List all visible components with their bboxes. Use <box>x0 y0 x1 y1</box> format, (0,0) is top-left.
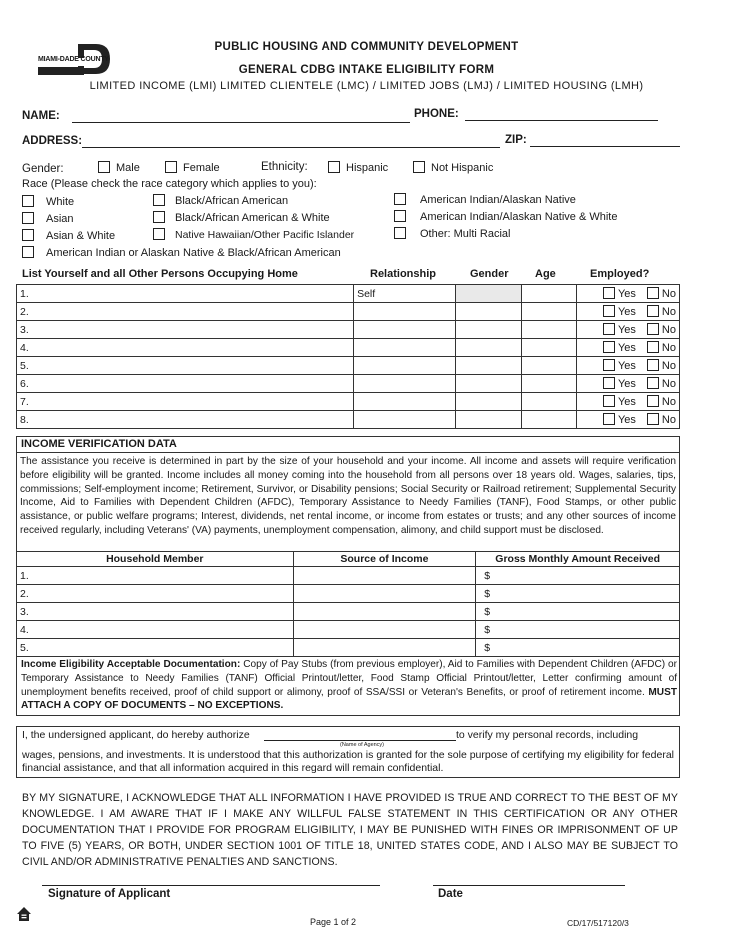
gender-cell[interactable] <box>455 285 522 303</box>
gender-female-label: Female <box>183 162 220 174</box>
checkbox[interactable] <box>22 195 34 207</box>
income-row <box>17 621 680 639</box>
row-number: 4. <box>20 623 29 636</box>
gross-monthly-header: Gross Monthly Amount Received <box>476 552 680 567</box>
race-option-label: Black/African American <box>175 195 289 207</box>
gender-cell[interactable] <box>455 303 522 321</box>
employed-no-label: No <box>661 342 676 354</box>
employed-cell <box>576 411 679 429</box>
currency-symbol: $ <box>484 587 491 600</box>
checkbox[interactable] <box>394 210 406 222</box>
gender-cell[interactable] <box>455 375 522 393</box>
household-member-cell[interactable] <box>17 639 294 657</box>
employed-no-checkbox[interactable] <box>647 287 659 299</box>
row-number: 3. <box>20 605 29 618</box>
checkbox[interactable] <box>22 212 34 224</box>
authorization-part2: to verify my personal records, including <box>456 729 639 741</box>
checkbox[interactable] <box>153 228 165 240</box>
source-of-income-cell[interactable] <box>293 585 476 603</box>
employed-yes-checkbox[interactable] <box>603 413 615 425</box>
age-cell[interactable] <box>522 285 577 303</box>
phone-field[interactable] <box>465 120 658 121</box>
certification-statement: BY MY SIGNATURE, I ACKNOWLEDGE THAT ALL INFORMATION I HAVE PROVIDED IS TRUE AND CORRECT TO THE BEST OF MY KNOWLEDGE. I AM AWARE THAT IF I MAKE ANY WILLFUL FALSE STATEMENT IN THIS CERTIFICATION OR ANY OTHER DOCUMENTATION THAT I PROVIDE FOR PROGRAM ELIGIBILITY, I MAY BE PUNISHED WITH FINES OR IMPRISONMENT OF UP TO FIVE (5) YEARS, OR BOTH, UNDER SECTION 1001 OF TITLE 18, UNITED STATES CODE, AND I ALSO MAY BE SUBJECT TO CIVIL AND/OR ADMINISTRATIVE PENALTIES AND SANCTIONS. <box>22 792 678 868</box>
authorization-part1: I, the undersigned applicant, do hereby authorize <box>22 729 250 741</box>
age-cell[interactable] <box>522 339 577 357</box>
signature-label: Signature of Applicant <box>48 888 171 900</box>
header-line-1: PUBLIC HOUSING AND COMMUNITY DEVELOPMENT <box>214 41 519 53</box>
page-number: Page 1 of 2 <box>310 917 357 927</box>
gross-amount-cell[interactable] <box>476 621 680 639</box>
relationship-cell[interactable] <box>354 285 456 303</box>
race-option-label: White <box>46 196 75 208</box>
gender-male-option[interactable] <box>98 161 140 174</box>
relationship-header: Relationship <box>370 268 437 280</box>
income-row <box>17 585 680 603</box>
race-option-label: Asian & White <box>46 230 116 242</box>
currency-symbol: $ <box>484 569 491 582</box>
relationship-cell[interactable] <box>354 303 456 321</box>
row-number: 2. <box>20 305 29 318</box>
relationship-value: Self <box>357 287 376 300</box>
employed-no-label: No <box>661 396 676 408</box>
relationship-cell[interactable] <box>354 411 456 429</box>
race-white-option[interactable] <box>22 195 74 208</box>
date-label: Date <box>438 888 463 900</box>
employed-yes-label: Yes <box>617 360 636 372</box>
name-label: NAME: <box>22 110 60 122</box>
address-label: ADDRESS: <box>22 135 83 147</box>
gender-header: Gender <box>470 268 509 280</box>
employed-yes-label: Yes <box>617 342 636 354</box>
household-row <box>17 321 680 339</box>
age-cell[interactable] <box>522 357 577 375</box>
employed-no-checkbox[interactable] <box>647 377 659 389</box>
employed-no-label: No <box>661 414 676 426</box>
income-verification-title: INCOME VERIFICATION DATA <box>21 438 177 450</box>
employed-yes-label: Yes <box>617 288 636 300</box>
household-member-header: Household Member <box>17 552 294 567</box>
race-american-indian-option[interactable] <box>394 193 576 206</box>
race-black-white-option[interactable] <box>153 211 330 224</box>
checkbox[interactable] <box>328 161 340 173</box>
documentation-note <box>21 658 677 713</box>
ethnicity-hispanic-label: Hispanic <box>346 162 389 174</box>
form-title: GENERAL CDBG INTAKE ELIGIBILITY FORM <box>238 64 495 76</box>
gross-amount-cell[interactable] <box>476 639 680 657</box>
form-code: CD/17/517120/3 <box>567 918 629 928</box>
gender-cell[interactable] <box>455 321 522 339</box>
checkbox[interactable] <box>165 161 177 173</box>
employed-no-label: No <box>661 306 676 318</box>
employed-no-checkbox[interactable] <box>647 395 659 407</box>
row-number: 2. <box>20 587 29 600</box>
age-cell[interactable] <box>522 303 577 321</box>
employed-yes-checkbox[interactable] <box>603 287 615 299</box>
race-option-label: American Indian/Alaskan Native & White <box>420 211 618 223</box>
documentation-label: Income Eligibility Acceptable Documentation: <box>21 659 241 670</box>
zip-field[interactable] <box>530 146 680 147</box>
race-multi-racial-option[interactable] <box>394 227 510 240</box>
documentation-text: Copy of Pay Stubs (from previous employer), Aid to Families with Dependent Children (AFDC) or Temporary Assistance to Needy Families (TANF) Official Printout/letter, Food Stamp Official Printout/letter, Letter confirming amount of unemployment benefits received, proof of child support or alimony, proof of SSA/SSI or Veteran's Benefits, or proof of retirement income. <box>21 659 677 698</box>
age-header: Age <box>535 268 556 280</box>
equal-housing-icon <box>16 906 32 922</box>
household-name-cell[interactable] <box>17 285 354 303</box>
header-line-3: LIMITED INCOME (LMI) LIMITED CLIENTELE (LMC) / LIMITED JOBS (LMJ) / LIMITED HOUSING (LMH) <box>89 80 644 92</box>
employed-cell <box>576 357 679 375</box>
race-option-label: Other: Multi Racial <box>420 228 511 240</box>
employed-cell <box>576 321 679 339</box>
row-number: 4. <box>20 341 29 354</box>
gender-female-option[interactable] <box>165 161 220 174</box>
relationship-cell[interactable] <box>354 357 456 375</box>
checkbox[interactable] <box>98 161 110 173</box>
source-of-income-cell[interactable] <box>293 603 476 621</box>
agency-caption: (Name of Agency) <box>340 742 385 748</box>
income-row <box>17 567 680 585</box>
employed-yes-label: Yes <box>617 306 636 318</box>
ethnicity-not-hispanic-option[interactable] <box>413 161 493 174</box>
relationship-cell[interactable] <box>354 339 456 357</box>
checkbox[interactable] <box>153 194 165 206</box>
age-cell[interactable] <box>522 375 577 393</box>
race-american-indian-white-option[interactable] <box>394 210 617 223</box>
household-row <box>17 339 680 357</box>
checkbox[interactable] <box>22 229 34 241</box>
name-field[interactable] <box>72 122 410 123</box>
employed-cell <box>576 285 679 303</box>
checkbox[interactable] <box>394 227 406 239</box>
employed-no-label: No <box>661 378 676 390</box>
date-field[interactable] <box>433 885 625 886</box>
household-row <box>17 303 680 321</box>
age-cell[interactable] <box>522 411 577 429</box>
employed-cell <box>576 393 679 411</box>
employed-no-checkbox[interactable] <box>647 359 659 371</box>
household-member-cell[interactable] <box>17 603 294 621</box>
ethnicity-not-hispanic-label: Not Hispanic <box>431 162 494 174</box>
employed-cell <box>576 303 679 321</box>
row-number: 5. <box>20 359 29 372</box>
source-of-income-cell[interactable] <box>293 567 476 585</box>
household-row <box>17 375 680 393</box>
employed-yes-checkbox[interactable] <box>603 323 615 335</box>
documentation-must: MUST ATTACH A COPY OF DOCUMENTS – NO EXCEPTIONS. <box>21 686 677 712</box>
income-table <box>16 551 680 657</box>
employed-no-label: No <box>661 288 676 300</box>
household-member-cell[interactable] <box>17 621 294 639</box>
row-number: 3. <box>20 323 29 336</box>
employed-yes-label: Yes <box>617 414 636 426</box>
checkbox[interactable] <box>394 193 406 205</box>
household-row <box>17 411 680 429</box>
source-of-income-header: Source of Income <box>293 552 476 567</box>
employed-no-label: No <box>661 324 676 336</box>
race-option-label: Black/African American & White <box>175 212 330 224</box>
household-name-cell[interactable] <box>17 393 354 411</box>
employed-yes-label: Yes <box>617 378 636 390</box>
household-row <box>17 357 680 375</box>
ethnicity-label: Ethnicity: <box>261 161 308 173</box>
employed-yes-checkbox[interactable] <box>603 305 615 317</box>
household-name-cell[interactable] <box>17 321 354 339</box>
household-table <box>16 284 680 429</box>
household-member-cell[interactable] <box>17 567 294 585</box>
age-cell[interactable] <box>522 393 577 411</box>
authorization-text: wages, pensions, and investments. It is understood that this authorization is granted for the sole purpose of certifying my eligibility for federal financial assistance, and that all information acquired in this regard will remain confidential. <box>22 749 674 774</box>
household-name-cell[interactable] <box>17 411 354 429</box>
employed-header: Employed? <box>590 268 650 280</box>
race-option-label: Native Hawaiian/Other Pacific Islander <box>175 229 355 241</box>
employed-yes-checkbox[interactable] <box>603 377 615 389</box>
source-of-income-cell[interactable] <box>293 639 476 657</box>
gross-amount-cell[interactable] <box>476 603 680 621</box>
row-number: 1. <box>20 287 29 300</box>
race-american-indian-black-option[interactable] <box>22 246 341 259</box>
employed-yes-checkbox[interactable] <box>603 341 615 353</box>
relationship-cell[interactable] <box>354 321 456 339</box>
logo-text: MIAMI-DADE COUNTY <box>38 56 109 63</box>
employed-cell <box>576 375 679 393</box>
race-asian-option[interactable] <box>22 212 74 225</box>
divider <box>16 452 680 453</box>
checkbox[interactable] <box>153 211 165 223</box>
gender-cell[interactable] <box>455 357 522 375</box>
gender-cell[interactable] <box>455 339 522 357</box>
race-option-label: Asian <box>46 213 74 225</box>
employed-yes-label: Yes <box>617 324 636 336</box>
row-number: 6. <box>20 377 29 390</box>
age-cell[interactable] <box>522 321 577 339</box>
relationship-cell[interactable] <box>354 393 456 411</box>
checkbox[interactable] <box>22 246 34 258</box>
phone-label: PHONE: <box>414 108 459 120</box>
employed-yes-label: Yes <box>617 396 636 408</box>
household-list-header: List Yourself and all Other Persons Occupying Home <box>22 268 298 280</box>
household-name-cell[interactable] <box>17 375 354 393</box>
race-black-option[interactable] <box>153 194 288 207</box>
employed-no-checkbox[interactable] <box>647 341 659 353</box>
employed-cell <box>576 339 679 357</box>
checkbox[interactable] <box>413 161 425 173</box>
relationship-cell[interactable] <box>354 375 456 393</box>
row-number: 7. <box>20 395 29 408</box>
zip-label: ZIP: <box>505 134 527 146</box>
race-option-label: American Indian/Alaskan Native <box>420 194 576 206</box>
currency-symbol: $ <box>484 605 491 618</box>
ethnicity-hispanic-option[interactable] <box>328 161 388 174</box>
address-field[interactable] <box>82 147 500 148</box>
employed-yes-checkbox[interactable] <box>603 359 615 371</box>
gender-label: Gender: <box>22 163 64 175</box>
employed-yes-checkbox[interactable] <box>603 395 615 407</box>
household-member-cell[interactable] <box>17 585 294 603</box>
employed-no-checkbox[interactable] <box>647 413 659 425</box>
race-label: Race (Please check the race category which applies to you): <box>22 178 317 190</box>
race-pacific-islander-option[interactable] <box>153 228 354 241</box>
gender-male-label: Male <box>116 162 140 174</box>
agency-name-field[interactable] <box>264 740 456 741</box>
row-number: 5. <box>20 641 29 654</box>
household-name-cell[interactable] <box>17 339 354 357</box>
gross-amount-cell[interactable] <box>476 585 680 603</box>
race-asian-white-option[interactable] <box>22 229 115 242</box>
employed-no-label: No <box>661 360 676 372</box>
currency-symbol: $ <box>484 623 491 636</box>
income-row <box>17 603 680 621</box>
employed-no-checkbox[interactable] <box>647 305 659 317</box>
gross-amount-cell[interactable] <box>476 567 680 585</box>
currency-symbol: $ <box>484 641 491 654</box>
income-paragraph: The assistance you receive is determined in part by the size of your household and your income. All income and assets will require verification before eligibility will be granted. Income includes all money coming into the household from all persons over 18 years old. Wages, salaries, tips, commissions; Self-employment income; Retirement, Survivor, or Disability pensions; Social Security or Railroad retirement; Supplemental Security Income, Aid to Families with Dependent Children (AFDC), Temporary Assistance to Needy Families (TANF), Food Stamps, or other public assistance, or public welfare programs; Interest, dividends, net rental income, or income from estates or trusts; and any other sources of income received regularly, including Veterans' (VA) payments, unemployment compensation, alimony, and child support must be disclosed. <box>20 456 676 536</box>
signature-field[interactable] <box>42 885 380 886</box>
household-name-cell[interactable] <box>17 303 354 321</box>
employed-no-checkbox[interactable] <box>647 323 659 335</box>
gender-cell[interactable] <box>455 411 522 429</box>
household-row <box>17 393 680 411</box>
gender-cell[interactable] <box>455 393 522 411</box>
source-of-income-cell[interactable] <box>293 621 476 639</box>
row-number: 8. <box>20 413 29 426</box>
household-row <box>17 285 680 303</box>
household-name-cell[interactable] <box>17 357 354 375</box>
race-option-label: American Indian or Alaskan Native & Black/African American <box>46 247 341 259</box>
income-row <box>17 639 680 657</box>
row-number: 1. <box>20 569 29 582</box>
